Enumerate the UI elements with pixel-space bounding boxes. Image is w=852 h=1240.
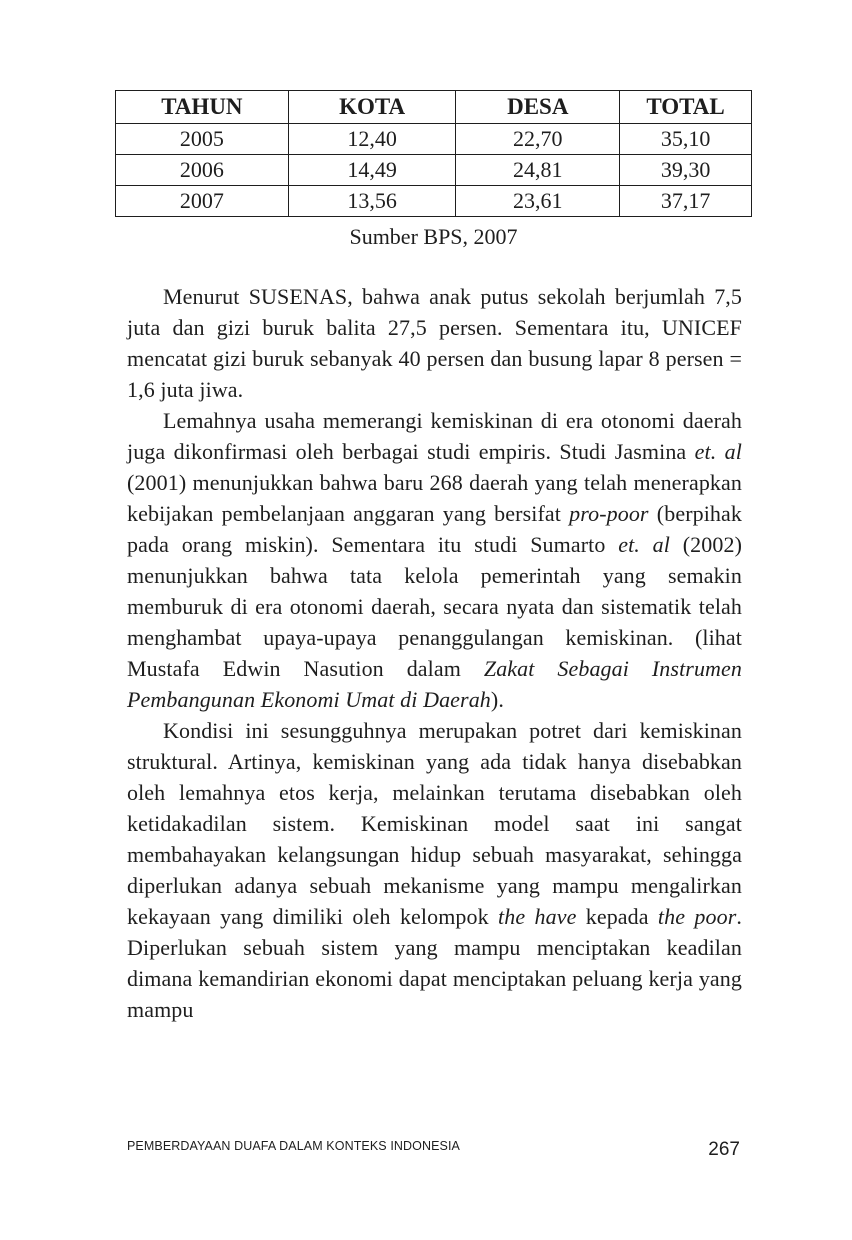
table-header-row (116, 91, 752, 124)
table-cell: 24,81 (456, 155, 620, 186)
text-segment: (2002) menunjukkan bahwa tata kelola pemerintah yang semakin memburuk di era otonomi daerah, secara nyata dan sistematik telah menghambat upaya-upaya penanggulangan kemiskinan. (lihat Mustafa Edwin Nasution dalam (127, 532, 743, 681)
text-segment: . Diperlukan sebuah sistem yang mampu menciptakan keadilan dimana kemandirian ekonomi dapat menciptakan peluang kerja yang mampu (127, 904, 742, 1022)
paragraph-otonomi (127, 405, 742, 715)
table-row (116, 155, 752, 186)
italic-segment: et. al (694, 439, 742, 464)
table-row (116, 124, 752, 155)
column-header-total: TOTAL (620, 91, 752, 124)
italic-segment: pro-poor (569, 501, 649, 526)
body-text (127, 281, 742, 1025)
column-header-kota: KOTA (288, 91, 456, 124)
text-segment: Menurut SUSENAS, bahwa anak putus sekolah berjumlah 7,5 juta dan gizi buruk balita 27,5 persen. Sementara itu, UNICEF mencatat gizi buruk sebanyak 40 persen dan busung lapar 8 persen = 1,6 juta jiwa. (127, 284, 742, 402)
paragraph-susenas (127, 281, 742, 405)
text-segment: Lemahnya usaha memerangi kemiskinan di era otonomi daerah juga dikonfirmasi oleh berbagai studi empiris. Studi Jasmina (127, 408, 742, 464)
table-cell: 35,10 (620, 124, 752, 155)
text-segment: Kondisi ini sesungguhnya merupakan potret dari kemiskinan struktural. Artinya, kemiskinan yang ada tidak hanya disebabkan oleh lemahnya etos kerja, melainkan terutama disebabkan oleh ketidakadilan sistem. Kemiskinan model saat ini sangat membahayakan kelangsungan hidup sebuah masyarakat, sehingga diperlukan adanya sebuah mekanisme yang mampu mengalirkan kekayaan yang dimiliki oleh kelompok (127, 718, 742, 929)
table-cell: 2006 (116, 155, 289, 186)
table-cell: 12,40 (288, 124, 456, 155)
text-segment: kepada (576, 904, 658, 929)
italic-segment: the poor (657, 904, 737, 929)
table-source-caption: Sumber BPS, 2007 (349, 224, 518, 249)
poverty-table (115, 90, 752, 217)
text-segment: (2001) menunjukkan bahwa baru 268 daerah yang telah menerapkan kebijakan pembelanjaan anggaran yang bersifat (127, 470, 742, 526)
paragraph-kondisi (127, 715, 742, 1025)
text-segment: ). (490, 687, 504, 712)
table-cell: 2007 (116, 186, 289, 217)
italic-segment: Zakat Sebagai Instrumen Pembangunan Ekonomi Umat di Daerah (127, 656, 742, 712)
table-cell: 23,61 (456, 186, 620, 217)
table-cell: 13,56 (288, 186, 456, 217)
table-cell: 39,30 (620, 155, 752, 186)
column-header-desa: DESA (456, 91, 620, 124)
table-cell: 2005 (116, 124, 289, 155)
column-header-tahun: TAHUN (116, 91, 289, 124)
table-cell: 14,49 (288, 155, 456, 186)
table-cell: 37,17 (620, 186, 752, 217)
running-footer-title: PEMBERDAYAAN DUAFA DALAM KONTEKS INDONESIA (127, 1139, 460, 1153)
page-number: 267 (708, 1139, 740, 1160)
italic-segment: et. al (618, 532, 670, 557)
italic-segment: the have (498, 904, 577, 929)
text-segment: (berpihak pada orang miskin). Sementara itu studi Sumarto (127, 501, 742, 557)
table-cell: 22,70 (456, 124, 620, 155)
table-row (116, 186, 752, 217)
